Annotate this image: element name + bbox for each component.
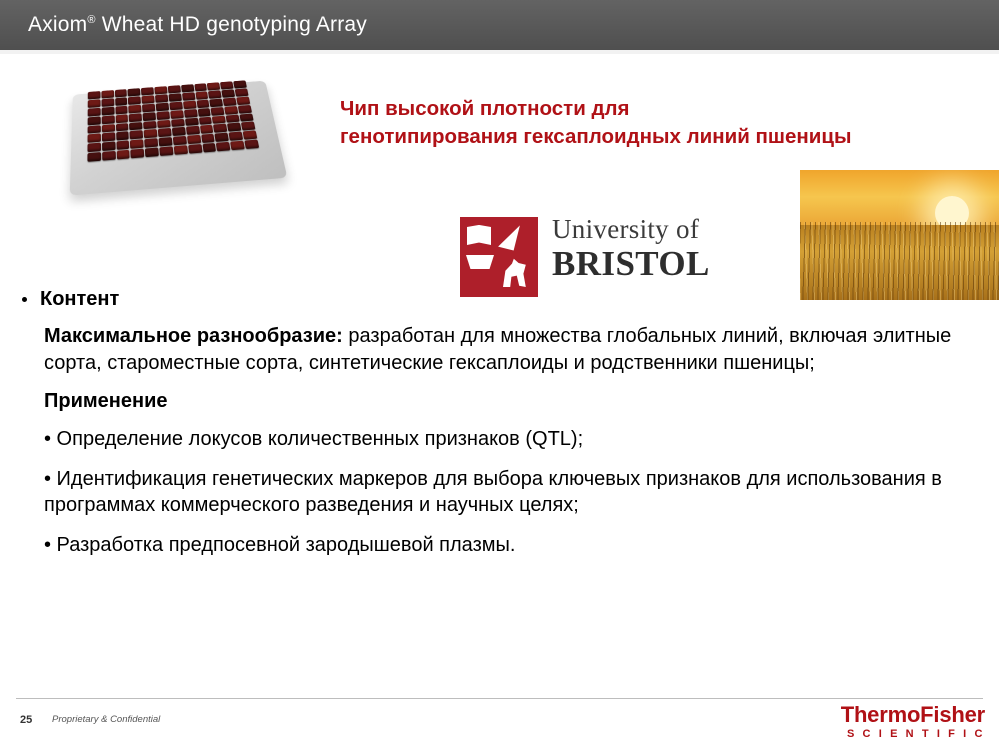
chip-well-grid <box>87 80 259 162</box>
chip-well <box>240 113 254 122</box>
application-heading: Применение <box>44 390 168 413</box>
chip-well <box>172 127 186 136</box>
bristol-university-text: University of <box>552 214 700 244</box>
chip-well <box>210 98 224 106</box>
chip-well <box>241 122 255 131</box>
chip-well <box>170 110 184 119</box>
application-bullet-2: • Идентификация генетических маркеров для выбора ключевых признаков для использования в программах коммерческого разведения и научных целях; <box>44 467 942 517</box>
chip-well <box>101 98 114 106</box>
chip-well <box>102 142 115 151</box>
application-bullet-1: • Определение локусов количественных признаков (QTL); <box>44 428 584 451</box>
chip-well <box>128 96 141 104</box>
chip-well <box>200 125 214 134</box>
chip-well <box>186 126 200 135</box>
crest-book-icon <box>467 225 491 245</box>
page-number: 25 <box>20 714 33 726</box>
chip-well <box>214 124 228 133</box>
chip-well <box>173 136 187 145</box>
chip-well <box>184 109 198 118</box>
chip-well <box>116 123 129 132</box>
chip-well <box>169 93 182 101</box>
chip-well <box>88 125 101 134</box>
chip-well <box>207 82 220 90</box>
chip-well <box>211 107 225 116</box>
chip-well <box>145 138 159 147</box>
chip-well <box>144 129 158 138</box>
chip-well <box>230 141 245 150</box>
chip-well <box>115 106 128 115</box>
bullet-dot-icon <box>22 297 27 302</box>
chip-well <box>185 117 199 126</box>
chip-well <box>155 94 168 102</box>
chip-well <box>87 152 101 162</box>
chip-well <box>243 131 258 140</box>
chip-well <box>168 85 181 93</box>
chip-well <box>159 146 173 156</box>
application-bullet-3: • Разработка предпосевной зародышевой плазмы. <box>44 533 516 556</box>
chip-well <box>182 92 195 100</box>
chip-well <box>116 150 130 160</box>
chip-well <box>157 111 170 120</box>
thermo-fisher-tagline: S C I E N T I F I C <box>846 728 985 740</box>
chip-well <box>196 99 210 107</box>
chip-well <box>101 90 114 98</box>
chip-well <box>183 100 196 108</box>
chip-well <box>215 133 229 142</box>
diversity-paragraph <box>16 323 976 376</box>
chip-well <box>101 107 114 116</box>
chip-well <box>143 112 156 121</box>
chip-well <box>187 135 201 144</box>
chip-well <box>158 128 172 137</box>
wheat-field-image <box>800 170 999 300</box>
chip-well <box>208 90 222 98</box>
chip-well <box>169 101 182 110</box>
chip-well <box>145 148 159 158</box>
page-title-main: Axiom <box>28 13 88 36</box>
chip-well <box>197 108 211 117</box>
chip-well <box>88 99 101 107</box>
bristol-name-text: BRISTOL <box>552 243 710 283</box>
chip-well <box>171 118 185 127</box>
chip-well <box>102 151 116 161</box>
thermo-fisher-wordmark: ThermoFisher <box>840 702 985 727</box>
slide-header <box>0 0 999 50</box>
subtitle-line-2: генотипирования гексаплоидных линий пшеницы <box>340 125 852 149</box>
chip-well <box>116 141 130 150</box>
chip-well <box>142 95 155 103</box>
page-title-rest: Wheat HD genotyping Array <box>95 13 368 36</box>
crest-ship-icon <box>466 255 494 269</box>
chip-well <box>115 89 128 97</box>
chip-well <box>129 105 142 114</box>
chip-well <box>142 103 155 112</box>
chip-well <box>131 149 145 159</box>
sky-layer <box>800 170 999 230</box>
content-heading <box>16 288 976 311</box>
chip-well <box>212 115 226 124</box>
chip-well <box>130 130 144 139</box>
chip-well <box>181 84 194 92</box>
chip-well <box>115 114 128 123</box>
chip-well <box>129 122 142 131</box>
chip-well <box>201 134 215 143</box>
content-heading-label: Контент <box>40 288 120 310</box>
chip-well <box>130 139 144 148</box>
chip-well <box>227 123 241 132</box>
chip-well <box>188 144 202 153</box>
microarray-chip-image <box>62 72 292 202</box>
header-divider <box>0 50 999 54</box>
chip-well <box>115 97 128 105</box>
chip-well <box>226 114 240 123</box>
chip-well <box>195 91 208 99</box>
chip-well <box>102 133 115 142</box>
chip-well <box>233 80 247 88</box>
chip-well <box>88 134 101 143</box>
registered-mark: ® <box>87 14 96 26</box>
chip-well <box>154 86 167 94</box>
page-title <box>28 13 367 37</box>
chip-well <box>223 97 237 105</box>
chip-well <box>216 142 231 151</box>
chip-well <box>222 89 236 97</box>
slide-body <box>16 288 976 572</box>
chip-well <box>156 102 169 111</box>
chip-well <box>102 115 115 124</box>
chip-well <box>88 108 101 117</box>
crest-horse-icon <box>500 257 530 287</box>
chip-well <box>129 113 142 122</box>
chip-well <box>194 83 207 91</box>
bristol-wordmark <box>552 215 712 282</box>
subtitle-line-1: Чип высокой плотности для <box>340 97 630 120</box>
diversity-label: Максимальное разнообразие: <box>44 325 343 347</box>
chip-well <box>199 116 213 125</box>
chip-well <box>88 91 101 99</box>
chip-well <box>143 121 156 130</box>
chip-well <box>116 132 129 141</box>
chip-well <box>235 88 249 96</box>
chip-well <box>224 106 238 115</box>
chip-well <box>202 143 216 152</box>
chip-well <box>159 137 173 146</box>
chip-well <box>128 88 141 96</box>
bristol-crest-icon <box>460 217 538 297</box>
chip-well <box>244 140 259 149</box>
chip-well <box>102 124 115 133</box>
diversity-text: разработан для множества глобальных линий, включая элитные сорта, староместные сорта, синтетические гексаплоиды и родственники пшеницы; <box>44 325 952 374</box>
chip-well <box>220 81 233 89</box>
chip-well <box>87 143 100 152</box>
confidentiality-notice: Proprietary & Confidential <box>52 714 161 725</box>
chip-well <box>236 96 250 104</box>
chip-well <box>229 132 243 141</box>
chip-well <box>141 87 154 95</box>
crest-sun-icon <box>498 221 520 250</box>
subtitle-heading <box>340 95 990 152</box>
chip-well <box>174 145 188 154</box>
chip-well <box>238 105 252 114</box>
footer-divider <box>16 698 983 699</box>
chip-well <box>157 119 171 128</box>
chip-well <box>88 116 101 125</box>
thermo-fisher-logo <box>841 704 985 740</box>
